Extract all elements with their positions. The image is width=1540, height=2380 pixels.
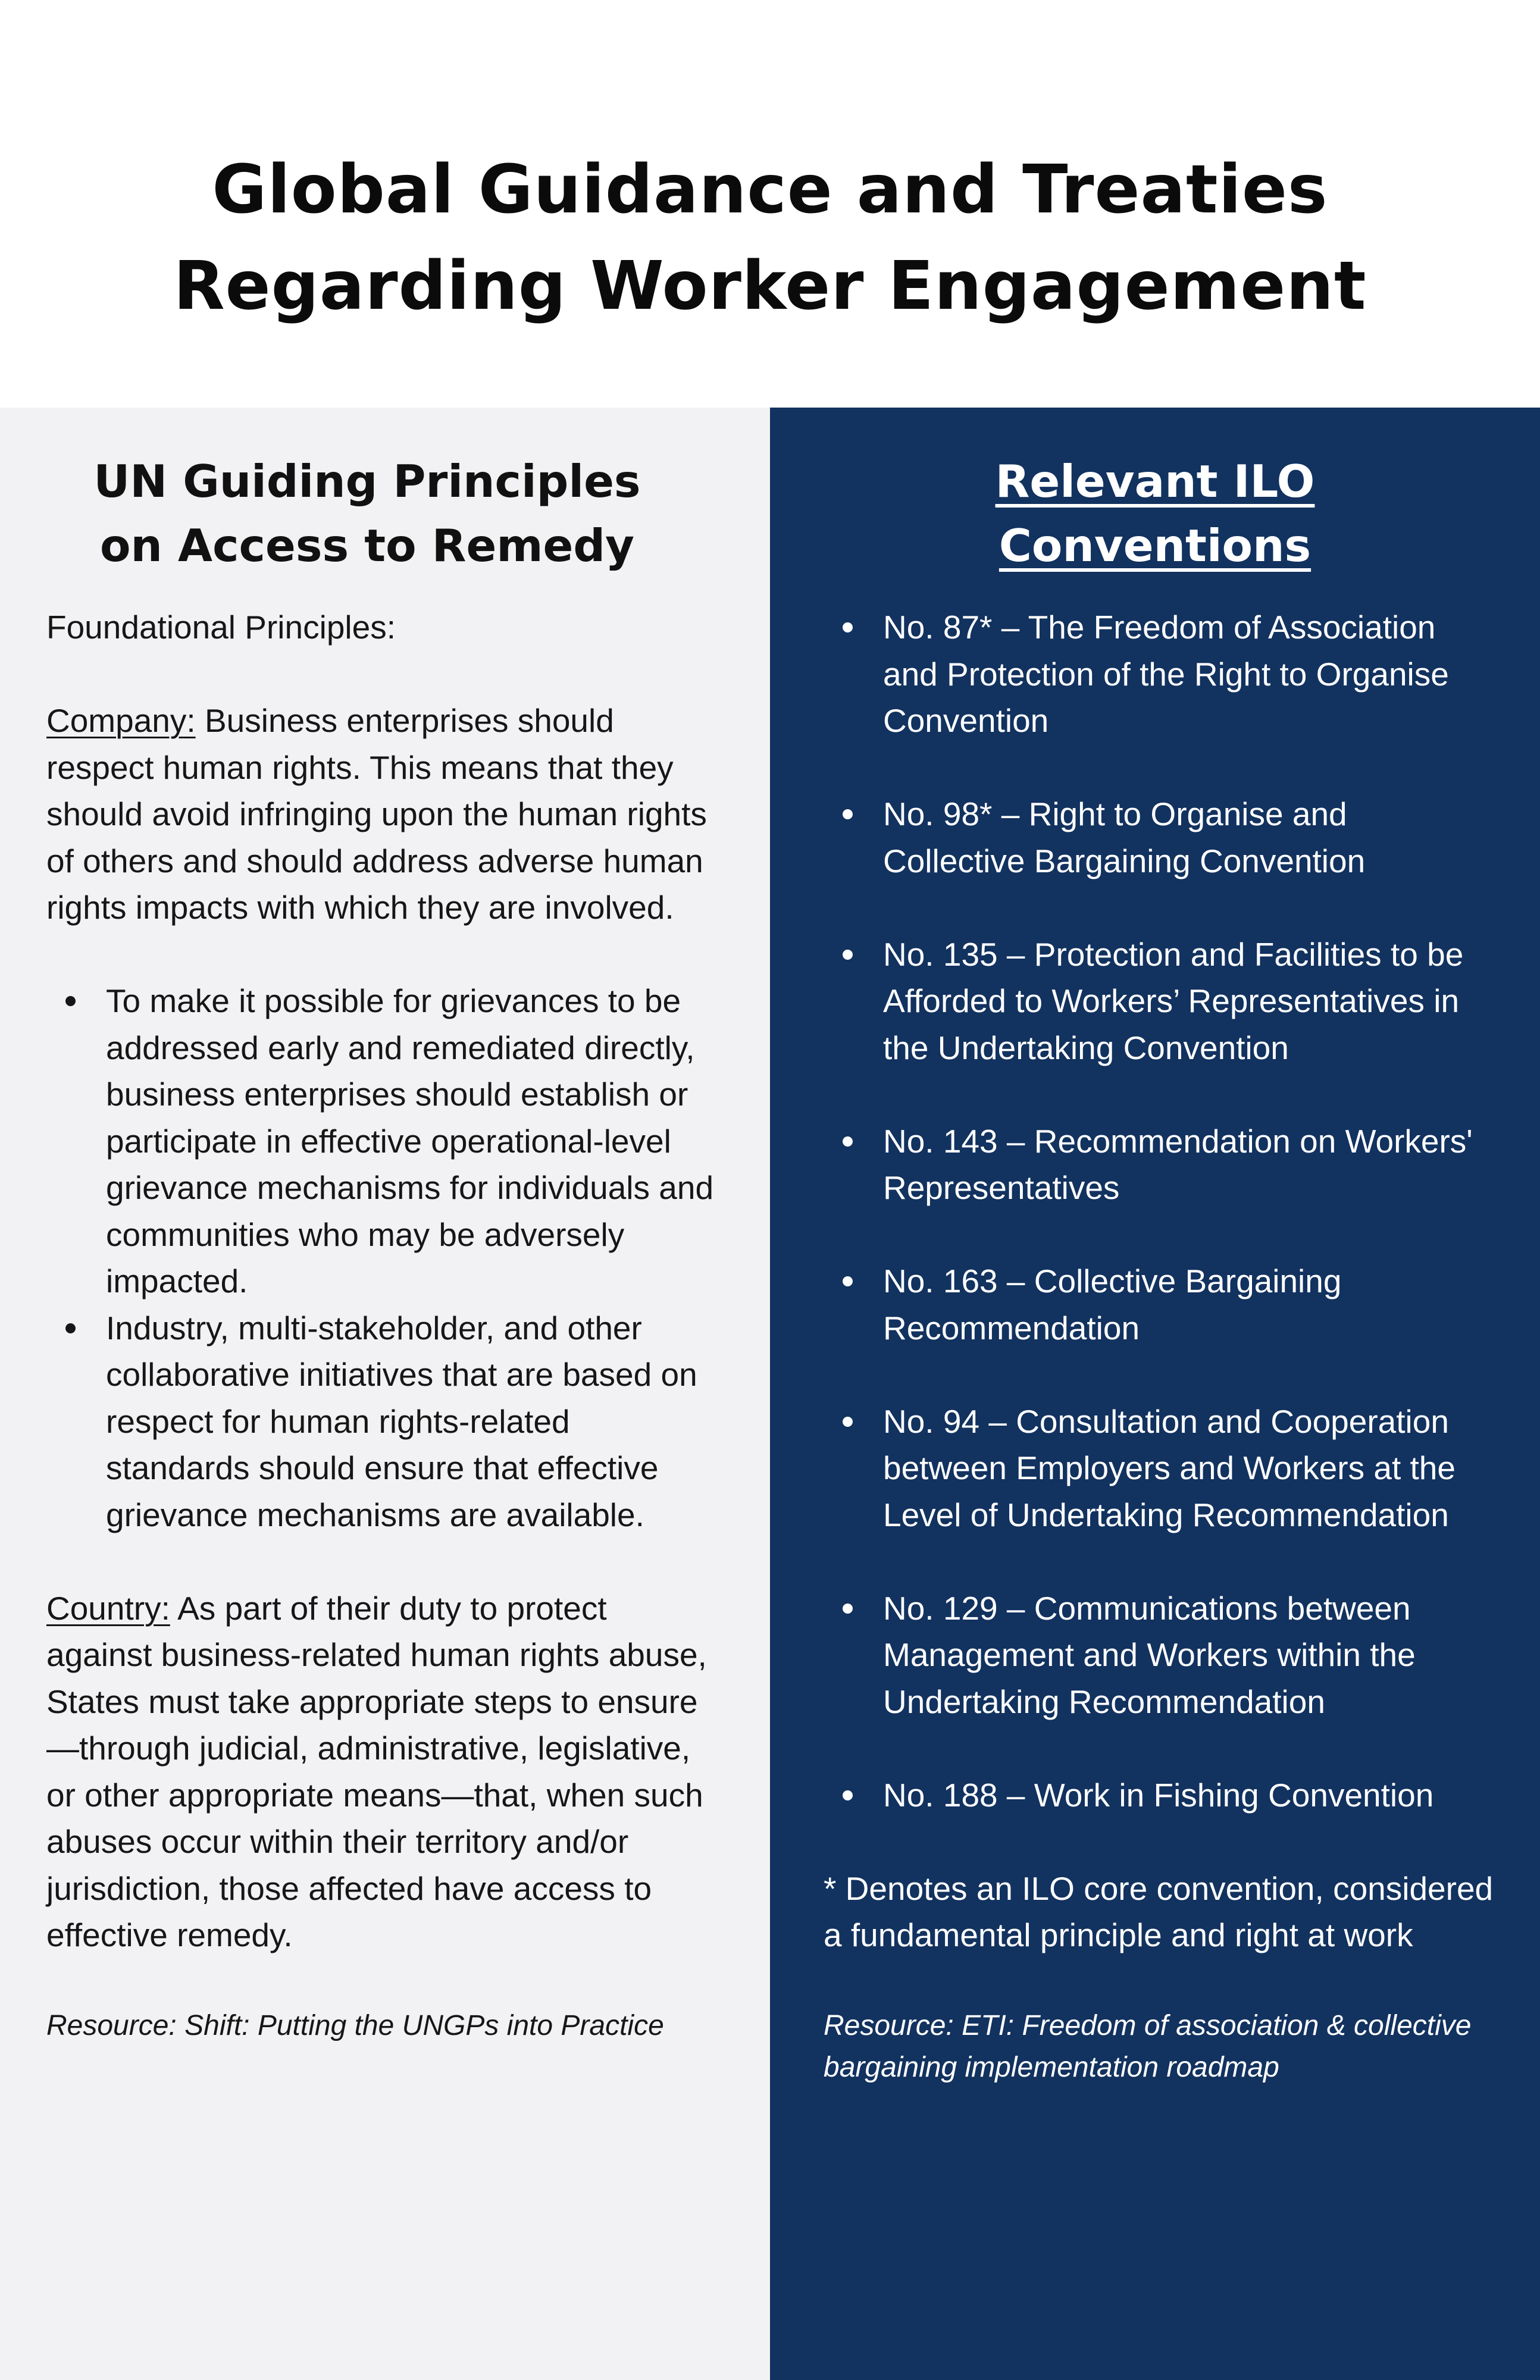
ungp-content [46, 604, 719, 2047]
list-item [824, 931, 1496, 1072]
convention-text: No. 87* – The Freedom of Association and Protection of the Right to Organise Convention [883, 609, 1449, 739]
ungp-heading-line-2: on Access to Remedy [100, 519, 634, 572]
ilo-content [824, 604, 1496, 2088]
company-label: Company: [46, 702, 196, 739]
bullet-text: Industry, multi-stakeholder, and other collaborative initiatives that are based on respect for human rights-related standards should ensure that effective grievance mechanisms are available. [106, 1309, 697, 1533]
country-text: As part of their duty to protect against business-related human rights abuse, States must take appropriate steps to ensure—through judicial, administrative, legislative, or other appropriate means—that, when such abuses occur within their territory and/or jurisdiction, those affected have access to effective remedy. [46, 1589, 707, 1953]
convention-text: No. 129 – Communications between Management and Workers within the Undertaking Recommendation [883, 1589, 1416, 1720]
bullet-icon [843, 809, 853, 819]
ungp-column [0, 408, 770, 2380]
foundational-principles-label: Foundational Principles: [46, 609, 396, 646]
list-item [824, 604, 1496, 744]
bullet-icon [843, 1276, 853, 1286]
convention-text: No. 163 – Collective Bargaining Recommendation [883, 1263, 1342, 1346]
bullet-icon [843, 1136, 853, 1147]
ungp-heading [0, 449, 734, 578]
convention-text: No. 188 – Work in Fishing Convention [883, 1776, 1434, 1814]
ilo-heading-line-1: Relevant ILO [995, 455, 1315, 508]
country-paragraph [46, 1585, 719, 1959]
convention-text: No. 143 – Recommendation on Workers' Representatives [883, 1122, 1473, 1206]
ungp-heading-line-1: UN Guiding Principles [93, 455, 641, 508]
page-title-line-1: Global Guidance and Treaties [212, 151, 1328, 228]
page-title-line-2: Regarding Worker Engagement [173, 248, 1367, 325]
company-paragraph [46, 697, 719, 931]
list-item [824, 1398, 1496, 1539]
convention-text: No. 94 – Consultation and Cooperation between Employers and Workers at the Level of Undertaking Recommendation [883, 1402, 1456, 1533]
bullet-icon [843, 1417, 853, 1427]
company-text: Business enterprises should respect human rights. This means that they should avoid infringing upon the human rights of others and should address adverse human rights impacts with which they are involved. [46, 702, 707, 926]
bullet-icon [843, 950, 853, 960]
country-label: Country: [46, 1589, 170, 1627]
bullet-icon [65, 996, 76, 1006]
list-item [824, 791, 1496, 884]
page-header [0, 0, 1540, 408]
list-item [824, 1585, 1496, 1726]
ungp-resource-note: Resource: Shift: Putting the UNGPs into Practice [46, 2010, 664, 2041]
page-title [0, 142, 1540, 334]
list-item [46, 1305, 719, 1539]
company-bullet-list [46, 978, 719, 1538]
bullet-icon [65, 1323, 76, 1333]
list-item [46, 978, 719, 1305]
bullet-text: To make it possible for grievances to be addressed early and remediated directly, business enterprises should establish or participate in effective operational-level grievance mechanisms for individuals and communities who may be adversely impacted. [106, 982, 714, 1299]
list-item [824, 1258, 1496, 1351]
bullet-icon [843, 1604, 853, 1614]
bullet-icon [843, 1790, 853, 1800]
convention-text: No. 135 – Protection and Facilities to be Afforded to Workers’ Representatives in the Undertaking Convention [883, 935, 1464, 1066]
ilo-convention-list [824, 604, 1496, 1818]
convention-text: No. 98* – Right to Organise and Collective Bargaining Convention [883, 796, 1366, 879]
list-item [824, 1118, 1496, 1211]
ilo-resource-note: Resource: ETI: Freedom of association & collective bargaining implementation roadmap [824, 2010, 1472, 2083]
core-convention-footnote: * Denotes an ILO core convention, considered a fundamental principle and right at work [824, 1869, 1494, 1953]
list-item [824, 1772, 1496, 1819]
bullet-icon [843, 622, 853, 632]
ilo-column [770, 408, 1540, 2380]
ilo-heading-line-2: Conventions [999, 519, 1311, 572]
ilo-heading [770, 449, 1540, 578]
